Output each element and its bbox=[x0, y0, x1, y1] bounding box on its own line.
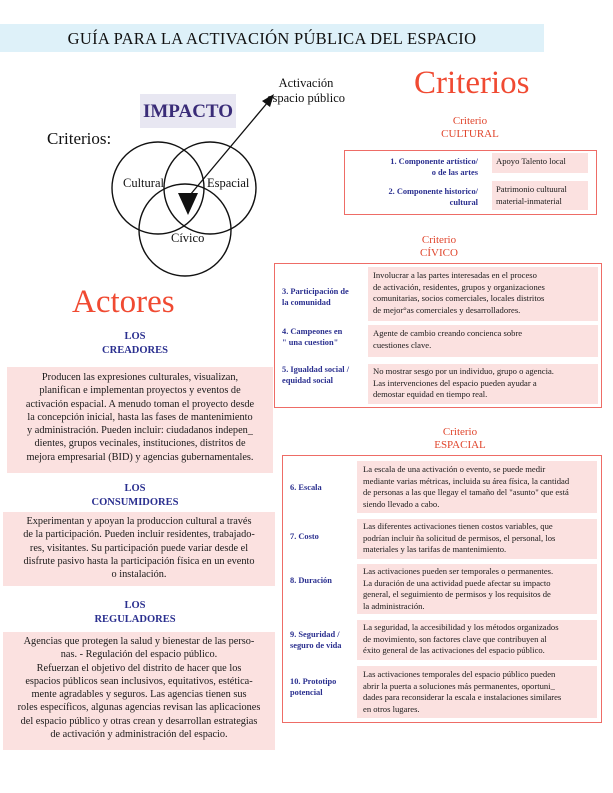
espacial-item-10-desc: Las activaciones temporales del espacio público pueden abrir la puerta a soluciones más permanentes, oportuni_ dades para reconsiderar la escala e instalaciones similares en otros lugares. bbox=[357, 666, 597, 718]
impacto-label: IMPACTO bbox=[142, 101, 234, 122]
consumidores-heading: LOS CONSUMIDORES bbox=[91, 483, 179, 508]
civico-item-5-label: 5. Igualdad social / equidad social bbox=[282, 365, 350, 385]
espacial-item-10-label: 10. Prototipo potencial bbox=[290, 677, 337, 697]
cultural-item-1-label: 1. Componente artístico/ o de las artes bbox=[390, 157, 478, 177]
espacial-item-9-label: 9. Seguridad / seguro de vida bbox=[290, 630, 342, 650]
cultural-item-2-label: 2. Componente historico/ cultural bbox=[388, 187, 478, 207]
espacial-item-8-label: 8. Duración bbox=[290, 576, 332, 585]
creadores-heading: LOS CREADORES bbox=[102, 331, 168, 356]
cultural-label: Cultural bbox=[123, 176, 164, 190]
consumidores-desc: Experimentan y apoyan la produccion cultural a través de la participación. Pueden incluir residentes, trabajado- res, visitantes. Su participación puede variar desde el disfrute pasivo hasta la participación física en un evento o instalación. bbox=[3, 512, 275, 586]
cultural-title: Criterio CULTURAL bbox=[441, 115, 499, 140]
criterios-heading: Criterios bbox=[414, 65, 530, 101]
reguladores-heading: LOS REGULADORES bbox=[94, 600, 176, 625]
civico-item-4-desc: Agente de cambio creando concienca sobre cuestiones clave. bbox=[368, 325, 598, 357]
espacial-item-7-label: 7. Costo bbox=[290, 532, 319, 541]
criterios-label: Criterios: bbox=[47, 129, 112, 148]
page-title: GUÍA PARA LA ACTIVACIÓN PÚBLICA DEL ESPACIO bbox=[67, 29, 477, 48]
espacial-item-6-desc: La escala de una activación o evento, se puede medir mediante varias métricas, incluida su área física, la cantidad de personas a las que llegay el tamaño del "asunto" que está siendo llevado a cabo. bbox=[357, 461, 597, 513]
espacial-item-9-desc: La seguridad, la accesibilidad y los métodos organizados de movimiento, son factores clave que contribuyen al éxito general de las activaciones del espacio público. bbox=[357, 620, 597, 660]
civico-item-5-desc: No mostrar sesgo por un individuo, grupo o agencia. Las intervenciones del espacio pueden ayudar a demostar equidad en tiempo real. bbox=[368, 364, 598, 404]
civico-title: Criterio CÍVICO bbox=[420, 234, 458, 259]
espacial-item-7-desc: Las diferentes activaciones tienen costos variables, que podrían incluir ña solicitud de permisos, el personal, los materiales y las tarifas de mantenimiento. bbox=[357, 519, 597, 559]
cultural-item-2-desc: Patrimonio cultuural material-inmaterial bbox=[492, 181, 588, 210]
civico-item-3-label: 3. Participación de la comunidad bbox=[282, 287, 349, 307]
arrow-label-2: espacio público bbox=[266, 91, 346, 105]
civico-item-4-label: 4. Campeones en " una cuestion" bbox=[282, 327, 343, 347]
center-intersection bbox=[178, 193, 198, 215]
creadores-desc: Producen las expresiones culturales, visualizan, planifican e implementan proyectos y eventos de activación espacial. A menudo toman el proyecto desde la concepción inicial, hasta las fases de mantenimiento y administración. Pueden incluir: ciudadanos indepen_ dientes, grupos vecinales, instituciones, distritos de mejora empresarial (BID) y agencias gubernamentales. bbox=[7, 367, 273, 473]
espacial-label: Espacial bbox=[207, 176, 250, 190]
civico-item-3-desc: Involucrar a las partes interesadas en el proceso de activación, residentes, grupos y organizaciones comunitarias, socios comerciales, locales distritos de mejor°as comerciales y desarrolladores. bbox=[368, 267, 598, 321]
espacial-item-6-label: 6. Escala bbox=[290, 483, 322, 492]
arrow-label-1: Activación bbox=[278, 76, 334, 90]
actores-heading: Actores bbox=[72, 284, 175, 320]
civico-label: Cívico bbox=[171, 231, 205, 245]
espacial-title: Criterio ESPACIAL bbox=[434, 426, 486, 451]
espacial-item-8-desc: Las activaciones pueden ser temporales o permanentes. La duración de una actividad puede afectar su impacto general, el seguimiento de permisos y los requisitos de la administración. bbox=[357, 564, 597, 614]
venn-diagram bbox=[40, 70, 370, 280]
cultural-item-1-desc: Apoyo Talento local bbox=[492, 153, 588, 173]
reguladores-desc: Agencias que protegen la salud y bienestar de las perso- nas. - Regulación del espacio público. Refuerzan el objetivo del distrito de hacer que los espacios públicos sean inclusivos, equitativos, estética- mente agradables y seguros. Las agencias tienen sus roles específicos, algunas agencias revisan las aplicaciones del espacio público y otras crean y desarrollan estrategias de activación y administración del espacio. bbox=[3, 632, 275, 750]
